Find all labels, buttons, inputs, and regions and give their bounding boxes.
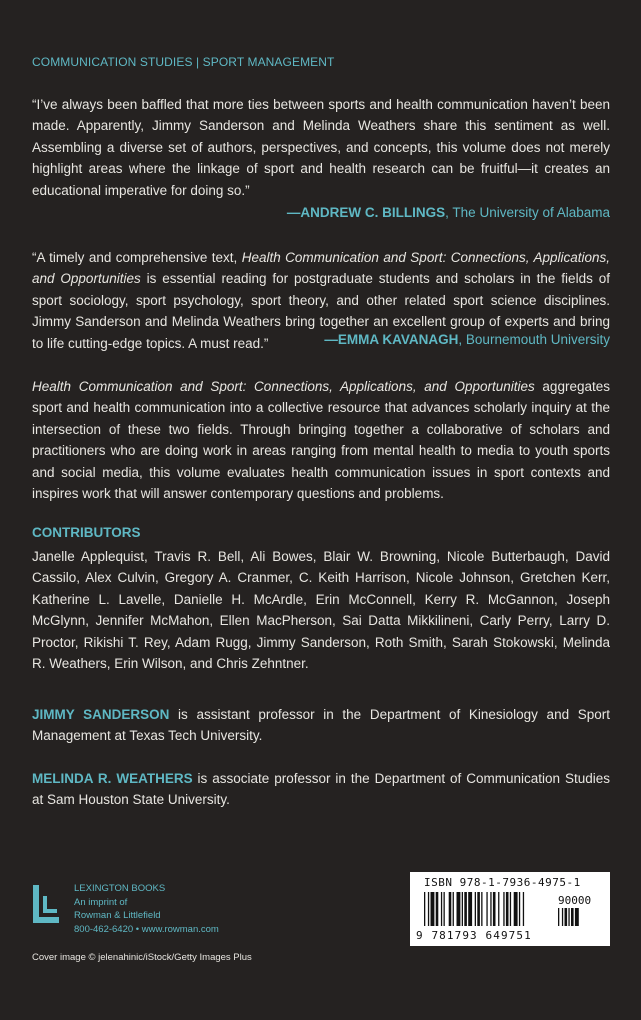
quote-rest: is essential reading for postgraduate students and scholars in the fields of sport sociology, sport psychology, sport theory, and other related sport science disciplines. Jimmy Sanderson and Melinda Weathers bring together an excellent group of experts and bring to life cutting-edge topics. A must read.” — [32, 271, 610, 351]
author-name: MELINDA R. WEATHERS — [32, 771, 193, 786]
book-description — [32, 376, 610, 504]
cover-image-credit: Cover image © jelenahinic/iStock/Getty Images Plus — [32, 952, 252, 963]
isbn-barcode — [410, 872, 610, 946]
publisher-contact: 800-462-6420 • www.rowman.com — [74, 923, 219, 935]
description-text: aggregates sport and health communication into a collective resource that advances scholarly inquiry at the intersection of these two fields. Through bringing together a collaborative of scholars and practitioners who are doing work in areas ranging from mental health to media to youth sports and social media, this volume evaluates health communication issues in sport contexts and inspires work that will answer contemporary questions and problems. — [32, 379, 610, 502]
endorser-affiliation: , Bournemouth University — [458, 332, 610, 347]
endorsement-quote-1: “I’ve always been baffled that more ties between sports and health communication haven’t been made. Apparently, Jimmy Sanderson and Melinda Weathers share this sentiment as well. Assembling a diverse set of authors, perspectives, and concepts, this volume does not merely highlight areas where the linkage of sport and health research can be fruitful—it creates an educational imperative for doing so.” — [32, 97, 610, 198]
author-name: JIMMY SANDERSON — [32, 707, 170, 722]
endorser-name: —EMMA KAVANAGH — [324, 332, 459, 347]
endorsement-attribution-2 — [324, 332, 610, 347]
author-bio-2 — [32, 768, 610, 811]
author-bio-text: is associate professor in the Department of Communication Studies at Sam Houston State University. — [32, 771, 610, 808]
publisher-name: LEXINGTON BOOKS — [74, 883, 166, 894]
publisher-info — [74, 882, 219, 936]
quote-lead: “A timely and comprehensive text, — [32, 250, 242, 265]
price-code: 90000 — [558, 894, 592, 907]
publisher-imprint-line: An imprint of — [74, 896, 128, 908]
endorser-name: —ANDREW C. BILLINGS — [286, 205, 446, 220]
isbn-number: ISBN 978-1-7936-4975-1 — [424, 876, 581, 889]
contributors-list: Janelle Applequist, Travis R. Bell, Ali Bowes, Blair W. Browning, Nicole Butterbaugh, David Cassilo, Alex Culvin, Gregory A. Cranmer, C. Keith Harrison, Nicole Johnson, Gretchen Kerr, Katherine L. Lavelle, Danielle H. McArdle, Erin McConnell, Kerry R. McGannon, Joseph McGlynn, Jennifer McMahon, Ellen MacPherson, Sai Datta Mikkilineni, Carly Perry, Larry D. Proctor, Rikishi T. Rey, Adam Rugg, Jimmy Sanderson, Roth Smith, Sarah Stokowski, Melinda R. Weathers, Erin Wilson, and Chris Zehntner. — [32, 549, 610, 672]
publisher-parent: Rowman & Littlefield — [74, 910, 161, 921]
contributors-heading: CONTRIBUTORS — [32, 525, 141, 540]
endorsement-attribution-1 — [287, 205, 610, 220]
author-bio-text: is assistant professor in the Department of Kinesiology and Sport Management at Texas Tech University. — [32, 707, 610, 744]
lexington-logo-icon — [32, 884, 60, 924]
book-title-italic: Health Communication and Sport: Connections, Applications, and Opportunities — [32, 250, 611, 287]
author-bio-1 — [32, 704, 610, 747]
category-label: COMMUNICATION STUDIES | SPORT MANAGEMENT — [32, 55, 335, 69]
ean-digits: 9 781793 649751 — [416, 929, 532, 942]
book-title-italic: Health Communication and Sport: Connections, Applications, and Opportunities — [32, 379, 535, 394]
endorser-affiliation: , The University of Alabama — [445, 205, 610, 220]
publisher-block — [32, 882, 292, 942]
